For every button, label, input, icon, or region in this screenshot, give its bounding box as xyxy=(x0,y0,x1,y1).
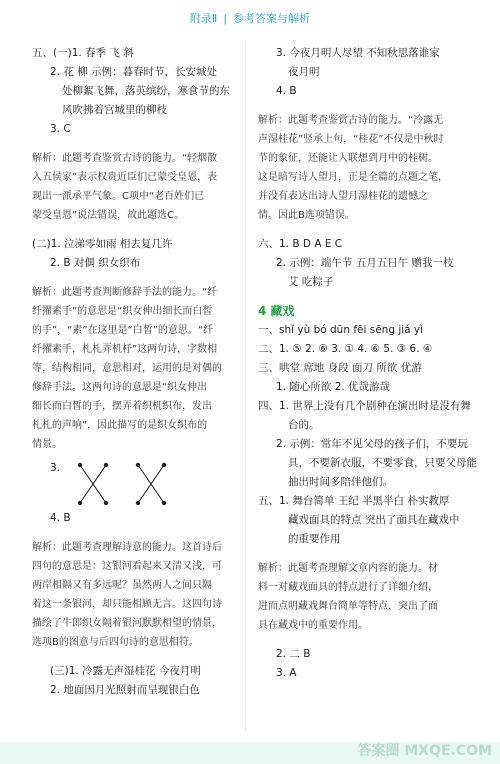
analysis-line: 札札的声响”，因此描写的是织女织布的 xyxy=(32,420,208,431)
left-column xyxy=(32,44,254,700)
analysis-line: 具在藏戏中的重要作用。 xyxy=(258,620,368,631)
answer-number: 3. xyxy=(50,462,61,474)
answer-line: 1. 随心所欲 2. 优哉游哉 xyxy=(276,381,391,393)
answer-line: 五、1. 舞台简单 王纪 半黑半白 朴实教厚 xyxy=(258,495,450,507)
answer-line: 3. 今夜月明人尽望 不知秋思落谁家 xyxy=(276,47,440,59)
answer-line: 六、1. B D A E C xyxy=(258,238,343,250)
answer-line: 艾 吃粽子 xyxy=(288,276,334,288)
answer-line: 的重要作用 xyxy=(288,533,341,545)
answer-line: 4. B xyxy=(50,512,71,524)
header-title: 参考答案与解析 xyxy=(233,12,311,25)
answer-line: 3. A xyxy=(276,667,297,679)
analysis-line: 的手”，“素”在这里是“白皙”的意思。“纤 xyxy=(32,325,214,336)
answer-line: 三、哄堂 席地 身段 面刀 所欲 优游 xyxy=(258,362,422,374)
appendix-label: 附录Ⅱ xyxy=(189,12,218,25)
watermark-logo: 答案圈 MXQE.COM xyxy=(357,743,492,759)
analysis-line: 四句的意思是：这银河看起来又清又浅，可 xyxy=(32,561,222,572)
answer-line: 四、1. 世界上没有几个剧种在演出时是没有舞 xyxy=(258,400,471,412)
answer-line: 五、(一)1. 春季 飞 斜 xyxy=(32,47,134,59)
analysis-line: 这是暗写诗人望月，正是全篇的点题之笔， xyxy=(258,172,448,183)
answer-line: 处柳絮飞舞，落英缤纷，寒食节的东 xyxy=(62,85,230,97)
analysis-line: 细长而白皙的手，摆弄着织机织布，发出 xyxy=(32,401,212,412)
answer-line: 藏戏面具的特点 突出了面具在藏戏中 xyxy=(288,514,460,526)
analysis-block xyxy=(258,111,480,225)
analysis-line: 进而点明藏戏舞台简单等特点，突出了面 xyxy=(258,601,438,612)
analysis-line: 解析：此题考查鉴赏古诗的能力。“轻烟散 xyxy=(32,153,218,164)
answer-line: 2. 地面因月光照射而呈现银白色 xyxy=(50,684,200,696)
analysis-line: 等，结构相同，意思相对，运用的是对偶的 xyxy=(32,363,222,374)
analysis-block xyxy=(32,283,254,454)
analysis-line: 入五侯家”表示权贵近臣们已蒙受皇恩，表 xyxy=(32,172,218,183)
analysis-line: 解析：此题考查判断修辞手法的能力。“纤 xyxy=(32,287,218,298)
answer-line: 风吹拂着宫城里的柳枝 xyxy=(62,104,167,116)
answer-line: 2. B 对偶 织女织布 xyxy=(50,257,141,269)
analysis-line: 解析：此题考查鉴赏古诗的能力。“冷露无 xyxy=(258,115,444,126)
analysis-line: 现出一派承平气象。C项中“老百姓们已 xyxy=(32,191,205,202)
analysis-line: 情。因此B选项错误。 xyxy=(258,210,355,221)
analysis-line: 着这一条银河，却只能相顾无言。这四句诗 xyxy=(32,599,222,610)
analysis-line: 描绘了牛郎织女隔着银河默默相望的情景， xyxy=(32,618,222,629)
lesson-title: 4 藏戏 xyxy=(258,304,295,318)
analysis-line: 选项B的图意与后四句诗的意思相符。 xyxy=(32,637,199,648)
answer-line: 抽出时间多陪伴他们。 xyxy=(288,476,393,488)
analysis-line: 料一对藏戏面具的特点进行了详细介绍， xyxy=(258,582,438,593)
analysis-line: 解析：此题考查理解诗意的能力。这首诗后 xyxy=(32,542,222,553)
analysis-line: 情景。 xyxy=(32,439,62,450)
analysis-block xyxy=(32,538,254,652)
answer-line: (三)1. 冷露无声湿桂花 今夜月明 xyxy=(50,665,201,677)
analysis-line: 纤擢素手”的意思是“织女伸出细长而白皙 xyxy=(32,306,213,317)
right-column xyxy=(258,44,480,683)
answer-line: 3. C xyxy=(50,123,71,135)
matching-diagram xyxy=(50,459,254,509)
answer-line: 2. 花 柳 示例：暮春时节，长安城处 xyxy=(50,66,218,78)
matching-lines-figure xyxy=(72,461,212,511)
analysis-block xyxy=(32,149,254,225)
answer-line: 二、1. ⑤ 2. ⑥ 3. ① 4. ⑥ 5. ③ 6. ④ xyxy=(258,343,433,355)
answer-line: 2. 二 B xyxy=(276,648,311,660)
answer-line: 台的。 xyxy=(288,419,320,431)
page-header: 附录Ⅱ | 参考答案与解析 xyxy=(189,12,311,25)
analysis-line: 修辞手法。这两句诗的意思是“织女伸出 xyxy=(32,382,208,393)
answer-line: 夜月明 xyxy=(288,66,320,78)
analysis-line: 纤擢素手，札札弄机杼”这两句诗，字数相 xyxy=(32,344,218,355)
answer-line: 具，不要新衣服，不要零食，只要父母能 xyxy=(288,457,477,469)
answer-line: 2. 示例：常年不见父母的孩子们，不要玩 xyxy=(276,438,468,450)
answer-line: 一、shǐ yù bó dūn fēi sēng jiá yì xyxy=(258,324,424,336)
analysis-line: 节的象征，还能让人联想到月中的桂树。 xyxy=(258,153,438,164)
analysis-line: 并没有表达出诗人望月湿桂花的遗憾之 xyxy=(258,191,428,202)
analysis-line: 声湿桂花”竖承上句，“桂花”不仅是中秋时 xyxy=(258,134,444,145)
analysis-line: 解析：此题考查理解文章内容的能力。材 xyxy=(258,563,438,574)
answer-line: 2. 示例：端午节 五月五日午 赠我一枝 xyxy=(276,257,454,269)
answer-line: (二)1. 泣涕零如雨 相去复几许 xyxy=(32,238,173,250)
analysis-line: 两岸相隔又有多远呢？虽然两人之间只隔 xyxy=(32,580,212,591)
answer-line: 4. B xyxy=(276,85,297,97)
analysis-line: 蒙受皇恩”说法错误，故此题选C。 xyxy=(32,210,185,221)
analysis-block xyxy=(258,559,480,635)
